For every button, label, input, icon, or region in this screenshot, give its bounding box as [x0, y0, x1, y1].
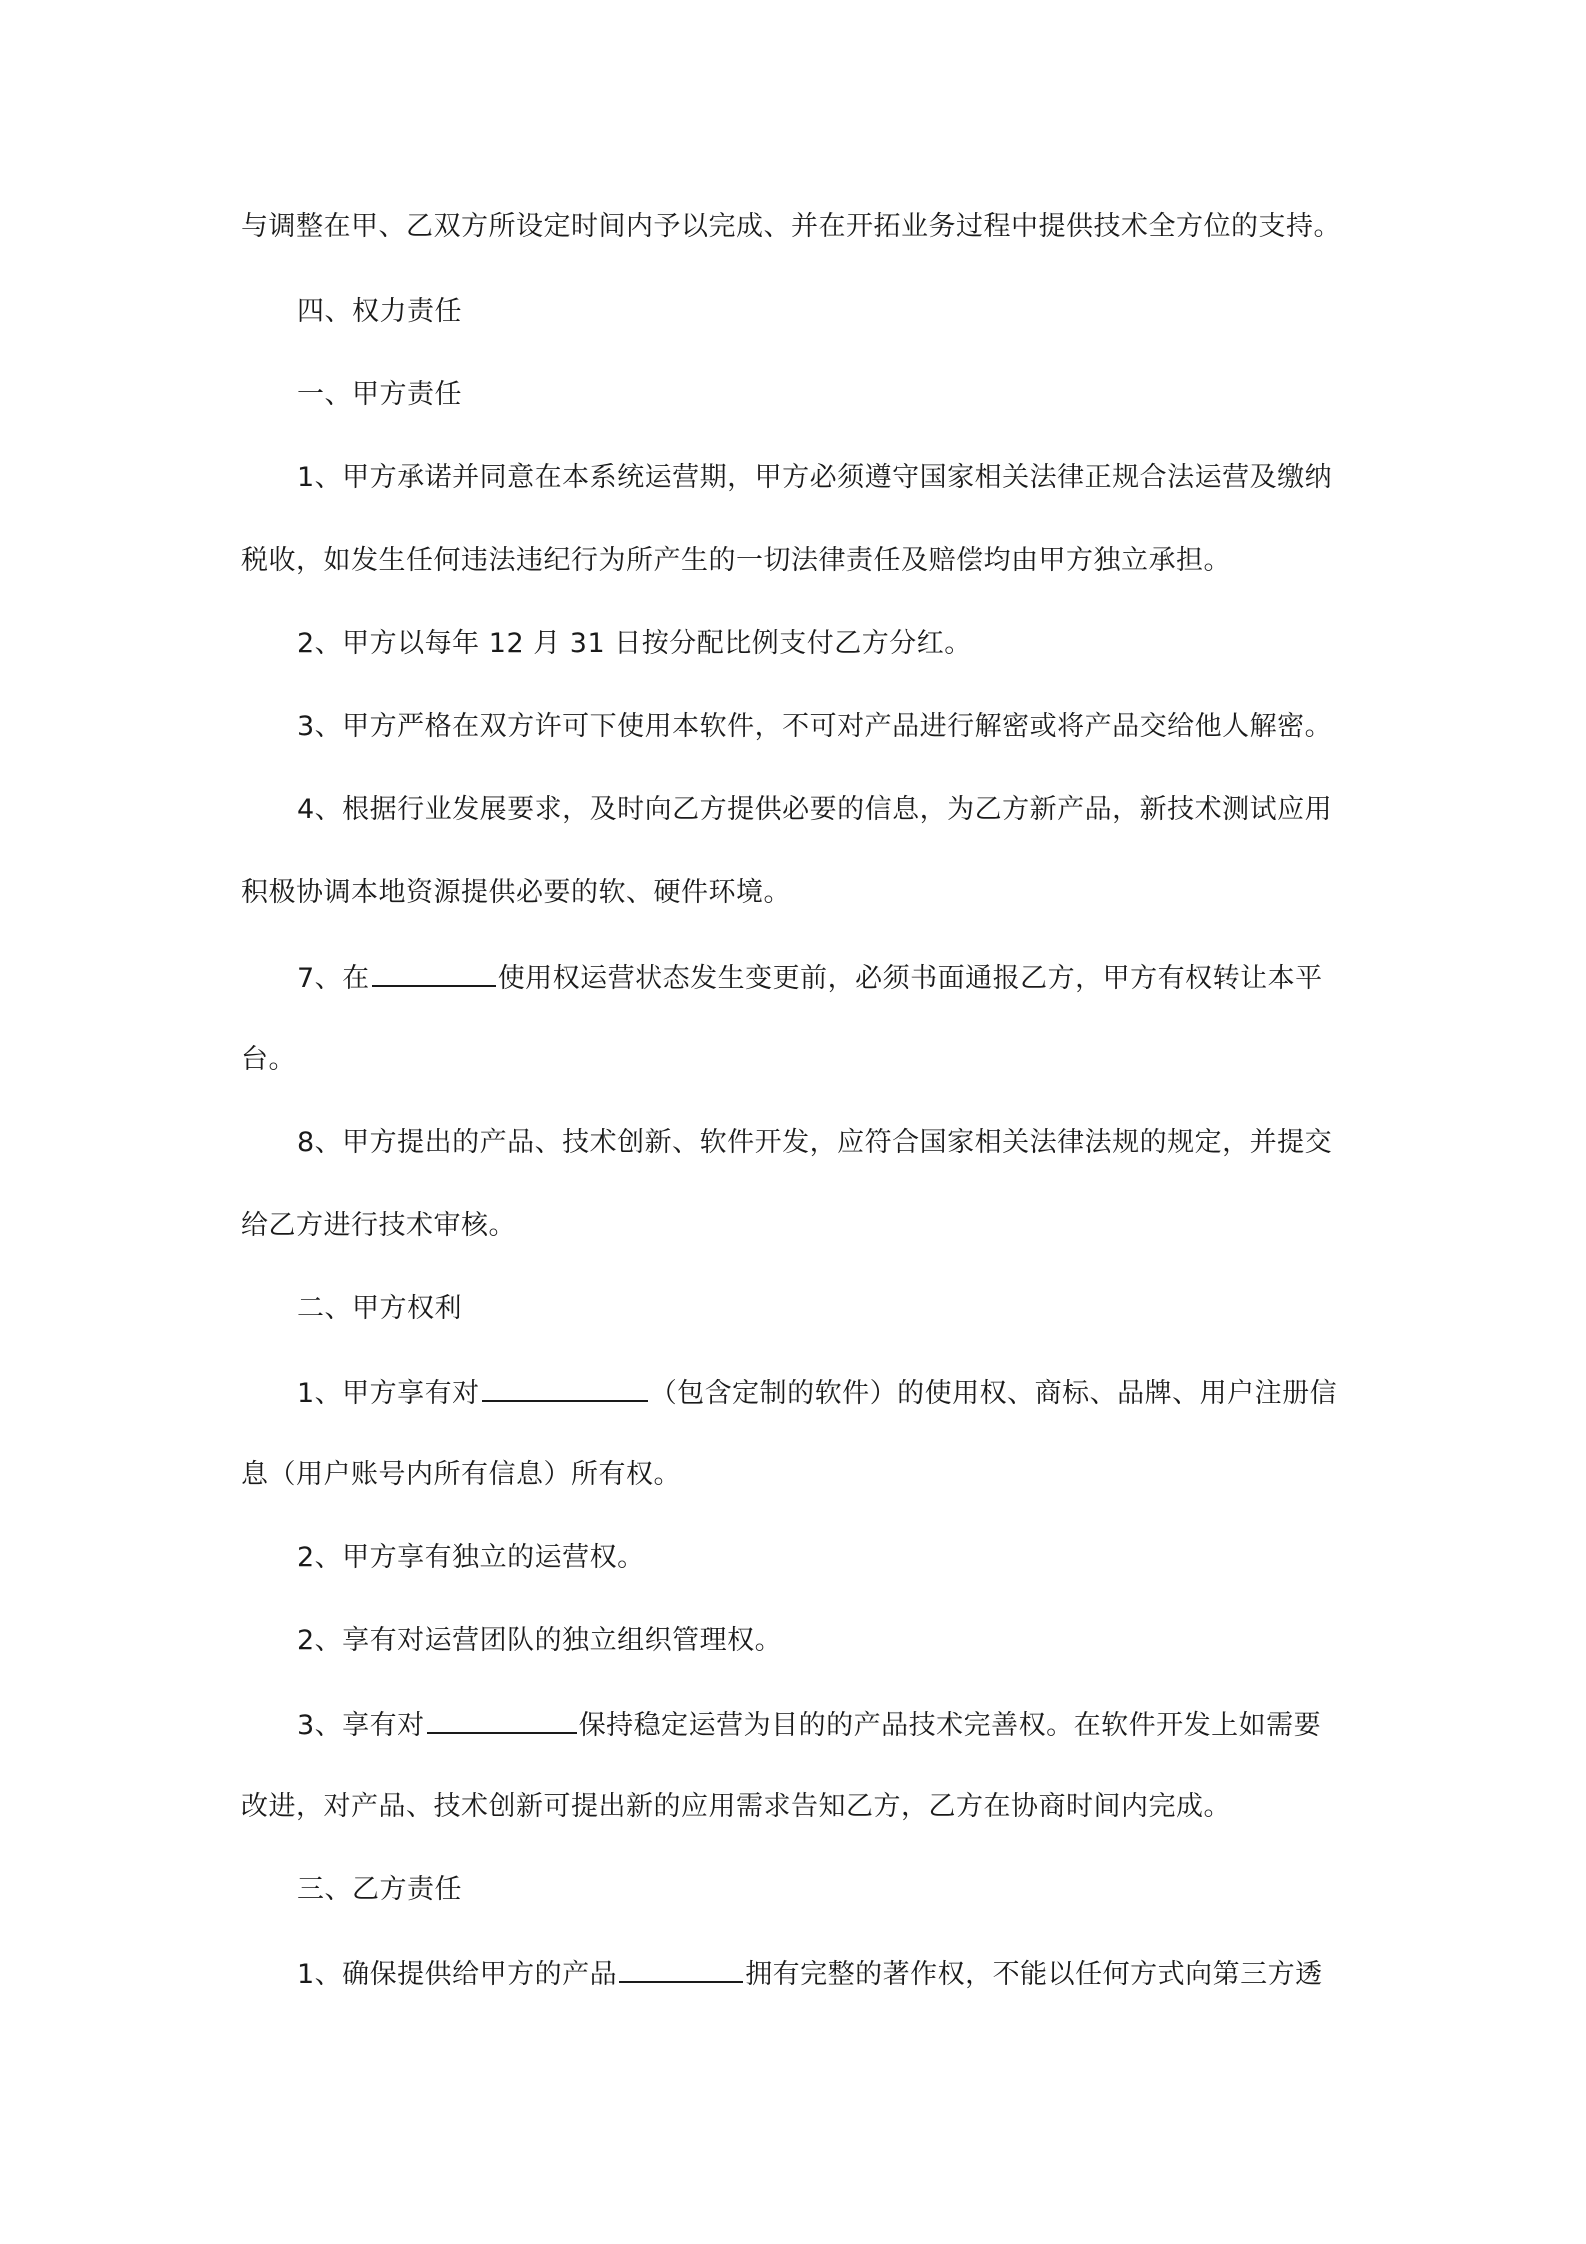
subsection-heading: 二、甲方权利: [297, 1293, 462, 1324]
paragraph-line: 2、甲方以每年 12 月 31 日按分配比例支付乙方分红。: [297, 628, 972, 659]
paragraph-line: 3、甲方严格在双方许可下使用本软件，不可对产品进行解密或将产品交给他人解密。: [297, 711, 1333, 742]
line-text: （包含定制的软件）的使用权、商标、品牌、用户注册信: [649, 1378, 1338, 1409]
line-text: 1、确保提供给甲方的产品: [297, 1959, 618, 1990]
paragraph-line: 8、甲方提出的产品、技术创新、软件开发，应符合国家相关法律法规的规定，并提交: [297, 1127, 1333, 1158]
paragraph-line: 与调整在甲、乙双方所设定时间内予以完成、并在开拓业务过程中提供技术全方位的支持。: [241, 211, 1341, 242]
paragraph-line: 2、享有对运营团队的独立组织管理权。: [297, 1625, 783, 1656]
subsection-heading: 一、甲方责任: [297, 379, 462, 410]
paragraph-line: [297, 957, 1323, 999]
line-text: 3、享有对: [297, 1710, 425, 1741]
line-text: 1、甲方享有对: [297, 1378, 480, 1409]
paragraph-line: [297, 1372, 1337, 1414]
paragraph-line: 给乙方进行技术审核。: [241, 1210, 516, 1241]
fill-in-blank: [619, 1953, 743, 1983]
line-text: 7、在: [297, 963, 370, 994]
fill-in-blank: [372, 957, 496, 987]
line-text: 使用权运营状态发生变更前，必须书面通报乙方，甲方有权转让本平: [497, 963, 1323, 994]
paragraph-line: 2、甲方享有独立的运营权。: [297, 1542, 645, 1573]
paragraph-line: [297, 1704, 1321, 1746]
paragraph-line: 台。: [241, 1044, 296, 1075]
paragraph-line: 积极协调本地资源提供必要的软、硬件环境。: [241, 877, 791, 908]
line-text: 拥有完整的著作权，不能以任何方式向第三方透: [745, 1959, 1323, 1990]
paragraph-line: 税收，如发生任何违法违纪行为所产生的一切法律责任及赔偿均由甲方独立承担。: [241, 545, 1231, 576]
fill-in-blank: [427, 1704, 577, 1734]
fill-in-blank: [482, 1372, 648, 1402]
paragraph-line: 改进，对产品、技术创新可提出新的应用需求告知乙方，乙方在协商时间内完成。: [241, 1791, 1231, 1822]
paragraph-line: 息（用户账号内所有信息）所有权。: [241, 1459, 681, 1490]
paragraph-line: [297, 1953, 1323, 1995]
line-text: 保持稳定运营为目的的产品技术完善权。在软件开发上如需要: [578, 1710, 1322, 1741]
paragraph-line: 1、甲方承诺并同意在本系统运营期，甲方必须遵守国家相关法律正规合法运营及缴纳: [297, 462, 1333, 493]
section-heading: 四、权力责任: [297, 296, 462, 327]
subsection-heading: 三、乙方责任: [297, 1874, 462, 1905]
paragraph-line: 4、根据行业发展要求，及时向乙方提供必要的信息，为乙方新产品，新技术测试应用: [297, 794, 1333, 825]
